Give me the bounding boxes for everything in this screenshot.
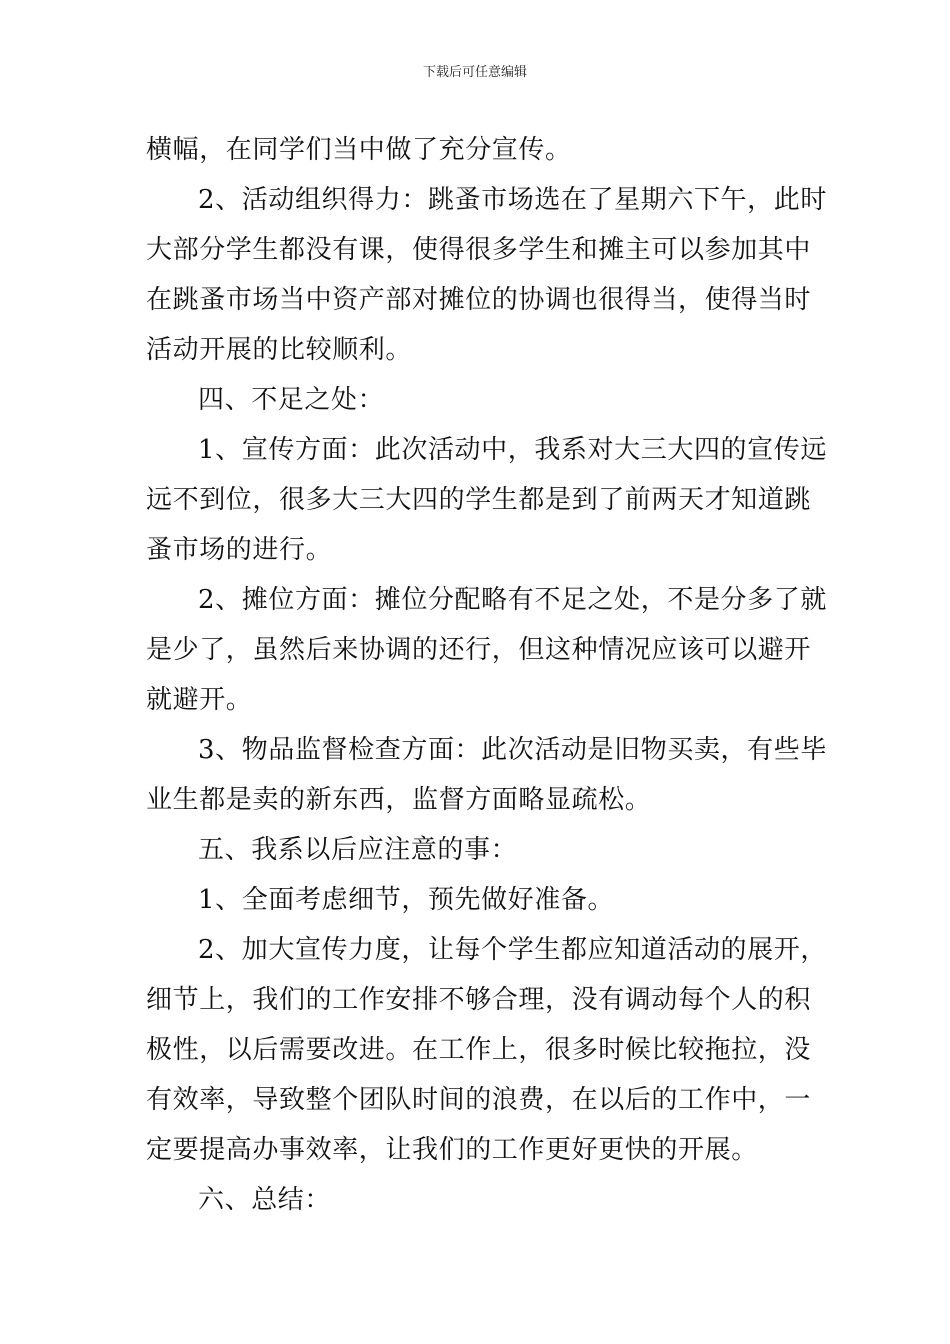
page-header: 下载后可任意编辑 — [422, 65, 527, 80]
text-line: 蚤市场的进行。 — [146, 535, 333, 565]
section-heading: 四、不足之处： — [198, 385, 385, 415]
text-line: 横幅，在同学们当中做了充分宣传。 — [146, 135, 572, 165]
text-line: 定要提高办事效率，让我们的工作更好更快的开展。 — [146, 1135, 758, 1165]
text-line: 有效率，导致整个团队时间的浪费，在以后的工作中，一 — [146, 1085, 812, 1115]
text-line: 2、活动组织得力：跳蚤市场选在了星期六下午，此时 — [198, 185, 827, 215]
text-line: 大部分学生都没有课，使得很多学生和摊主可以参加其中 — [146, 235, 812, 265]
text-line: 3、物品监督检查方面：此次活动是旧物买卖，有些毕 — [198, 735, 827, 765]
text-line: 2、加大宣传力度，让每个学生都应知道活动的展开， — [198, 935, 827, 965]
text-line: 极性，以后需要改进。在工作上，很多时候比较拖拉，没 — [146, 1035, 812, 1065]
text-line: 业生都是卖的新东西，监督方面略显疏松。 — [146, 785, 652, 815]
text-line: 是少了，虽然后来协调的还行，但这种情况应该可以避开 — [146, 635, 812, 665]
text-line: 1、全面考虑细节，预先做好准备。 — [198, 885, 615, 915]
text-line: 2、摊位方面：摊位分配略有不足之处，不是分多了就 — [198, 585, 827, 615]
document-body — [146, 125, 827, 1225]
section-heading: 六、总结： — [198, 1185, 332, 1215]
text-line: 1、宣传方面：此次活动中，我系对大三大四的宣传远 — [198, 435, 827, 465]
text-line: 就避开。 — [146, 685, 253, 715]
text-line: 在跳蚤市场当中资产部对摊位的协调也很得当，使得当时 — [146, 285, 812, 315]
text-line: 活动开展的比较顺利。 — [146, 335, 413, 365]
text-line: 远不到位，很多大三大四的学生都是到了前两天才知道跳 — [146, 485, 812, 515]
text-line: 细节上，我们的工作安排不够合理，没有调动每个人的积 — [146, 985, 812, 1015]
section-heading: 五、我系以后应注意的事： — [198, 835, 518, 865]
